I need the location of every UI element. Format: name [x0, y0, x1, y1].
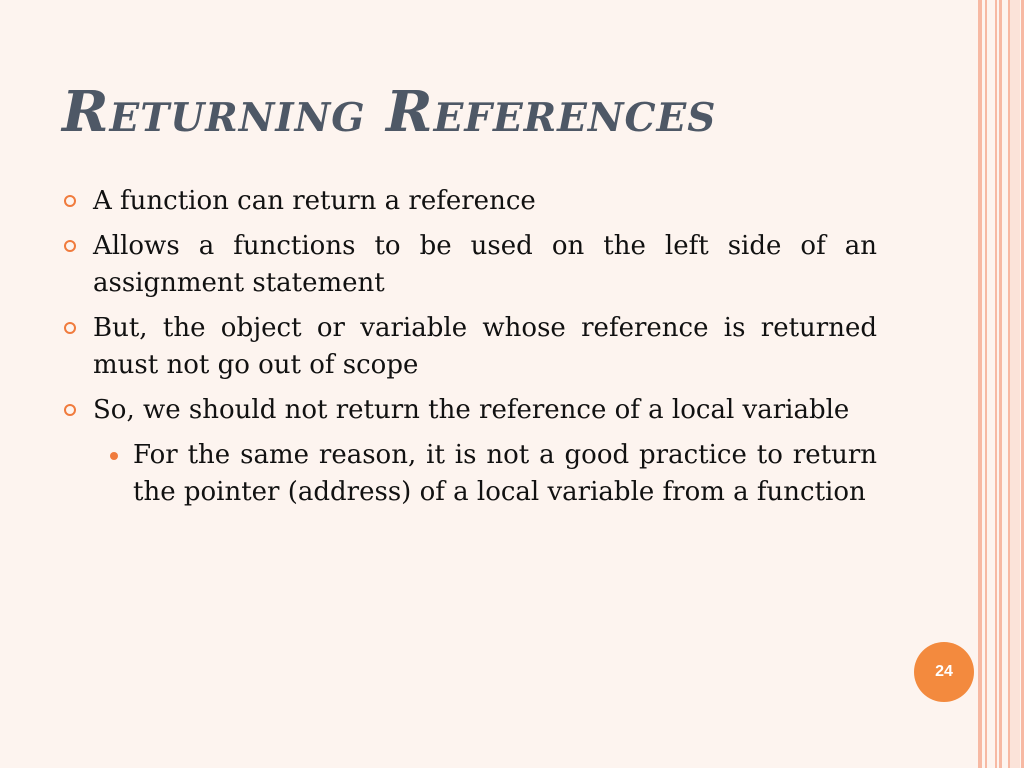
bullet-text: A function can return a reference — [93, 186, 536, 216]
decorative-stripe — [985, 0, 997, 768]
bullet-item — [62, 310, 877, 384]
ring-bullet-icon — [64, 404, 76, 416]
decorative-stripe — [978, 0, 982, 768]
page-number: 24 — [935, 663, 953, 680]
sub-bullet-text: For the same reason, it is not a good practice to return the pointer (address) of a local variable from a function — [133, 440, 877, 507]
slide-title: Returning References — [62, 79, 717, 145]
decorative-stripe — [1008, 0, 1020, 768]
sub-bullet-item — [102, 437, 877, 511]
ring-bullet-icon — [64, 195, 76, 207]
ring-bullet-icon — [64, 240, 76, 252]
bullet-item — [62, 228, 877, 302]
dot-bullet-icon — [110, 452, 118, 460]
ring-bullet-icon — [64, 322, 76, 334]
bullet-item — [62, 183, 877, 220]
bullet-text: So, we should not return the reference of a local variable — [93, 395, 850, 425]
bullet-item — [62, 392, 877, 429]
page-number-badge — [914, 642, 974, 702]
bullet-text: Allows a functions to be used on the left side of an assignment statement — [93, 231, 877, 298]
bullet-text: But, the object or variable whose reference is returned must not go out of scope — [93, 313, 877, 380]
decorative-stripe — [999, 0, 1002, 768]
bullet-list — [62, 183, 877, 511]
